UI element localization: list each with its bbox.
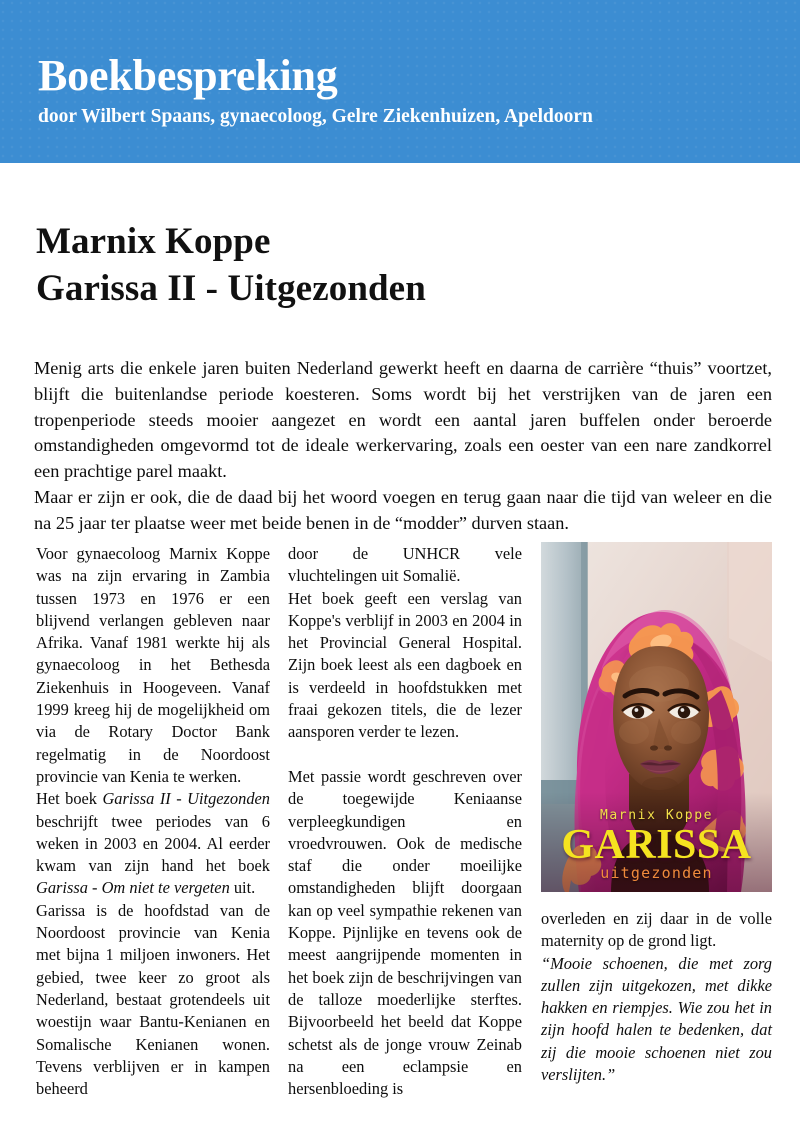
column1-book-title-italic-1: Garissa II - Uitgezonden (102, 789, 270, 809)
article-author-name: Marnix Koppe (36, 221, 271, 262)
book-cover-subtitle: uitgezonden (600, 864, 713, 882)
header-title: Boekbespreking (38, 51, 338, 100)
book-cover-illustration (541, 542, 772, 892)
book-cover-author: Marnix Koppe (599, 808, 714, 823)
body-column-1 (36, 543, 270, 1100)
column2-paragraph-1: door de UNHCR vele vluchtelingen uit Somalië. (288, 544, 522, 586)
header-subtitle-byline: door Wilbert Spaans, gynaecoloog, Gelre Ziekenhuizen, Apeldoorn (38, 106, 593, 127)
header-content (38, 52, 780, 128)
column1-p2-text-c: uit. (229, 878, 256, 898)
column1-book-title-italic-2: Garissa - Om niet te vergeten (36, 878, 230, 898)
intro-section (34, 356, 772, 537)
body-column-2 (288, 543, 522, 1100)
column1-paragraph-3: Garissa is de hoofdstad van de Noordoost provincie van Kenia met bijna 1 miljoen inwoners. Het gebied, twee keer zo groot als Nederland, bestaat grotendeels uit woestijn waar Bantu-Kenianen en Somalische Kenianen wonen. Tevens verblijven er in kampen beheerd (36, 900, 270, 1099)
column1-paragraph-2 (36, 788, 270, 899)
column3-paragraph-1: overleden en zij daar in de volle maternity op de grond ligt. (541, 909, 772, 951)
column1-paragraph-1: Voor gynaecoloog Marnix Koppe was na zijn ervaring in Zambia tussen 1973 en 1976 er een blijvend verlangen gebleven naar Afrika. Vanaf 1981 werkte hij als gynaecoloog in het Bethesda Ziekenhuis in Hoogeveen. Vanaf 1999 kreeg hij de mogelijkheid om via de Rotary Doctor Bank regelmatig in de Noordoost provincie van Kenia te werken. (36, 544, 270, 786)
article-title-block (36, 218, 736, 312)
book-cover-image (541, 542, 772, 892)
column1-p2-text-a: Het boek (36, 789, 103, 809)
column2-paragraph-3: Met passie wordt geschreven over de toegewijde Keniaanse verpleegkundigen en vroedvrouwen. Ook de medische staf die onder moeilijke omstandigheden blijft doorgaan kan op veel sympathie rekenen van Koppe. Pijnlijke en tevens ook de meest aangrijpende momenten in het boek zijn de beschrijvingen van de talloze moederlijke sterftes. Bijvoorbeeld het beeld dat Koppe schetst als de jonge vrouw Zeinab na een eclampsie en hersenbloeding is (288, 766, 522, 1099)
intro-paragraph-2: Maar er zijn er ook, die de daad bij het woord voegen en terug gaan naar die tijd van weleer en die na 25 jaar ter plaatse weer met beide benen in de “modder” durven staan. (34, 486, 772, 533)
column1-p2-text-b: beschrijft twee periodes van 6 weken in 2003 en 2004. Al eerder kwam van zijn hand het boek (36, 811, 270, 876)
book-cover-title: GARISSA (561, 822, 752, 868)
column2-paragraph-2: Het boek geeft een verslag van Koppe's verblijf in 2003 en 2004 in het Provincial General Hospital. Zijn boek leest als een dagboek en is verdeeld in hoofdstukken met fraai gekozen titels, die de lezer aansporen verder te lezen. (288, 588, 522, 742)
article-book-title: Garissa II - Uitgezonden (36, 268, 426, 309)
intro-paragraph-1: Menig arts die enkele jaren buiten Nederland gewerkt heeft en daarna de carrière “thuis” voortzet, blijft die buitenlandse periode koesteren. Soms wordt bij het verstrijken van de jaren een tropenperiode steeds mooier aangezet en wordt een aantal jaren buffelen onder beroerde omstandigheden omgevormd tot de ideale werkervaring, zoals een oester van een nare zandkorrel een prachtige parel maakt. (34, 358, 772, 482)
body-column-3 (541, 908, 772, 1086)
page-header-band (0, 0, 800, 163)
column3-quote: “Mooie schoenen, die met zorg zullen zijn uitgekozen, met dikke hakken en riempjes. Wie zou het in zijn hoofd halen te bedenken, dat zij die mooie schoenen niet zou verslijten.” (541, 953, 772, 1085)
